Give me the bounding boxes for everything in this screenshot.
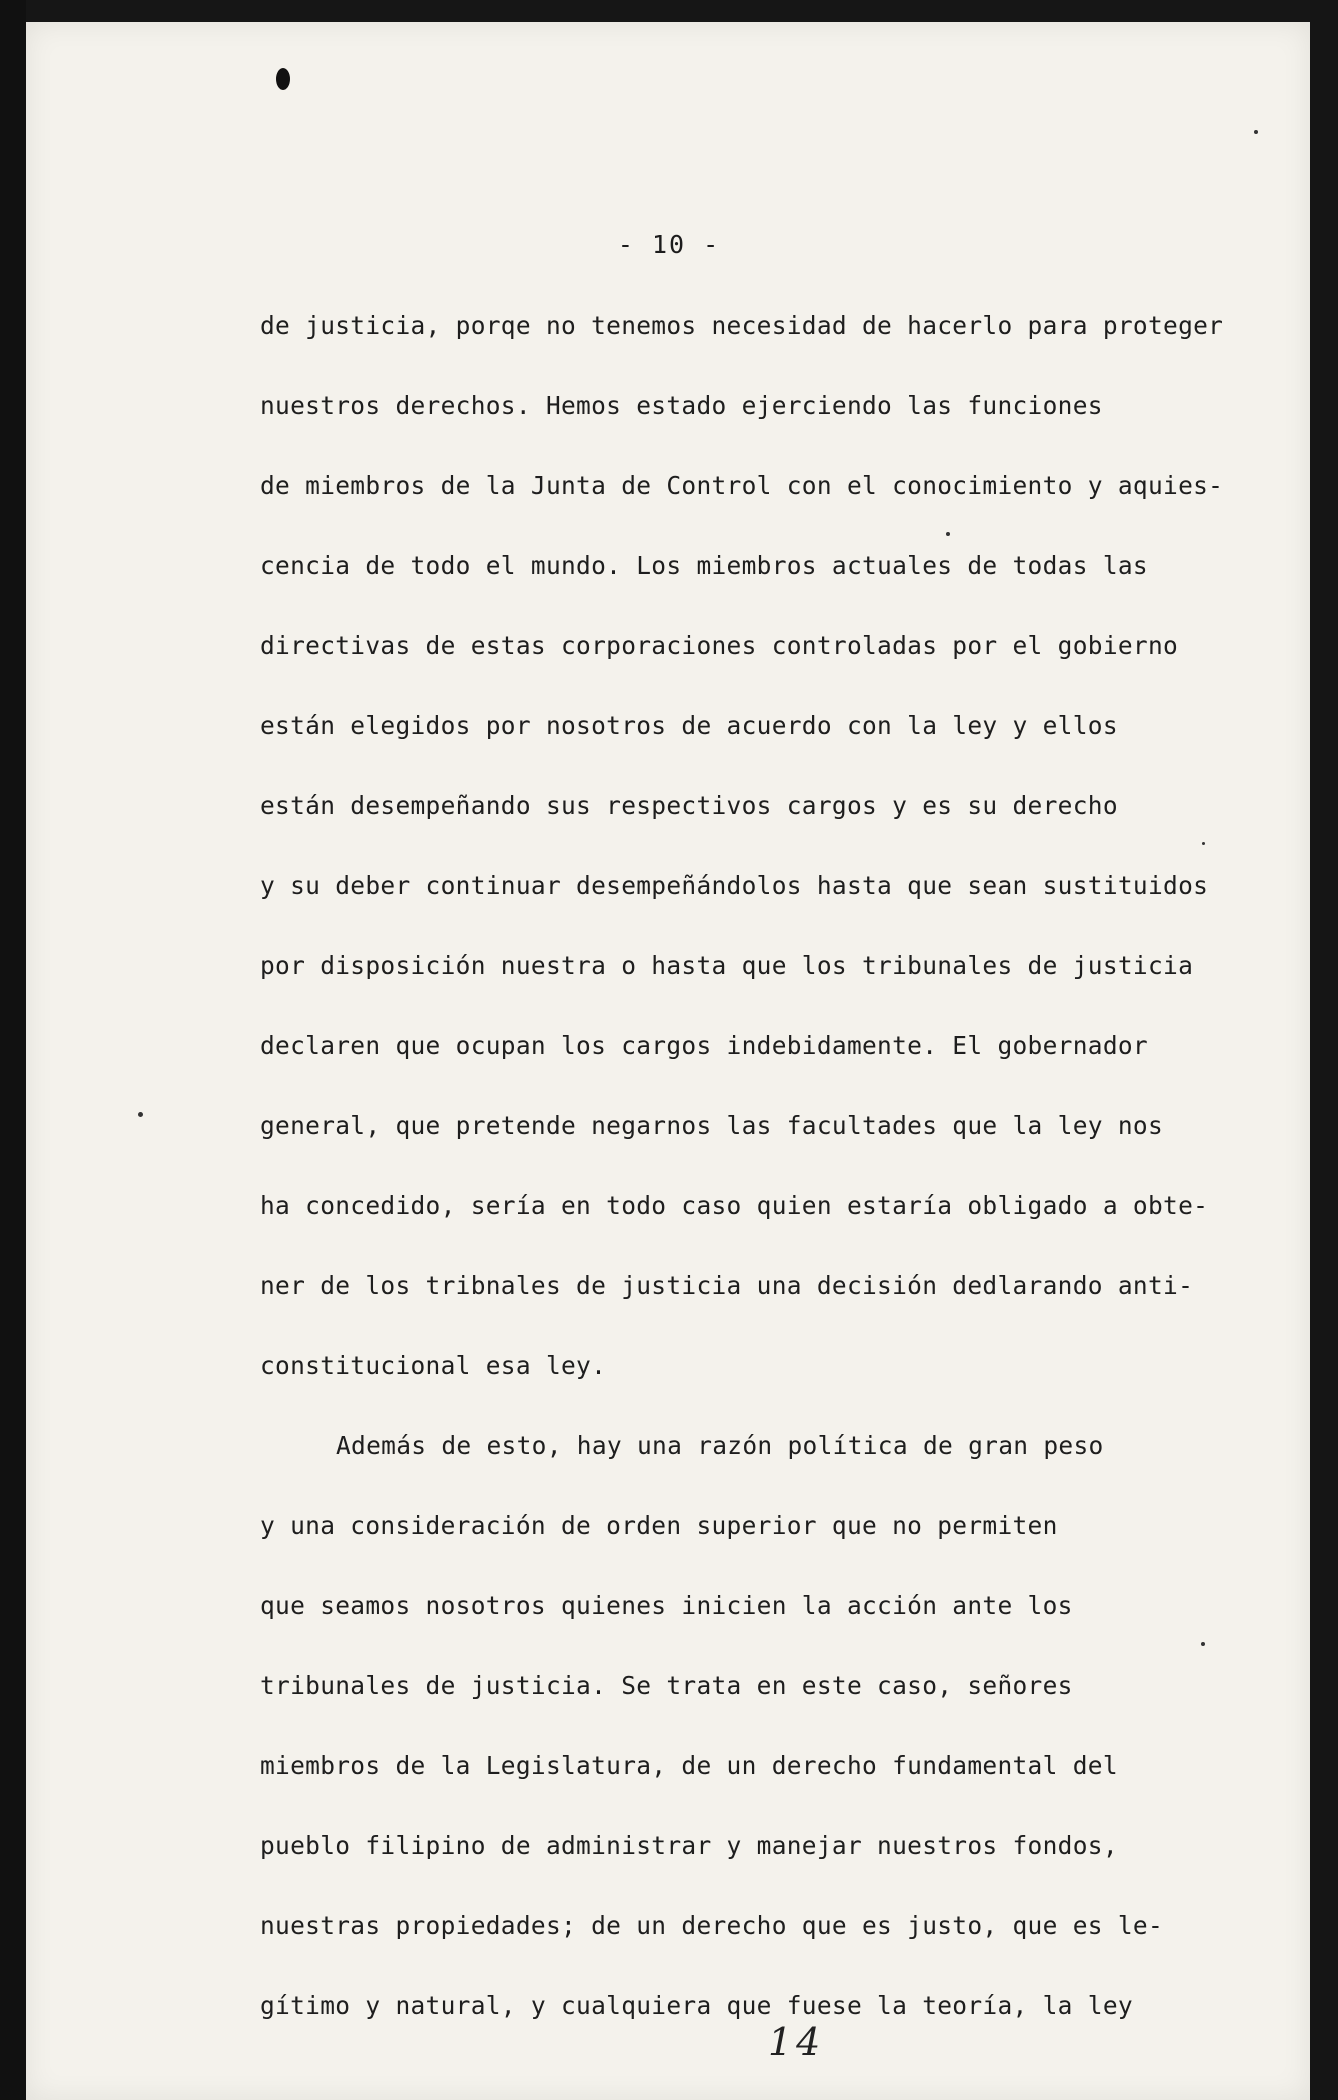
text-line: general, que pretende negarnos las facultades que la ley nos	[260, 1111, 1164, 1140]
text-line: por disposición nuestra o hasta que los tribunales de justicia	[260, 951, 1194, 980]
text-line: que seamos nosotros quienes inicien la acción ante los	[260, 1591, 1073, 1620]
text-line: ha concedido, sería en todo caso quien estaría obligado a obte-	[260, 1191, 1209, 1220]
text-line: nuestros derechos. Hemos estado ejerciendo las funciones	[260, 391, 1103, 420]
text-line: gítimo y natural, y cualquiera que fuese la teoría, la ley	[260, 1991, 1133, 2020]
paragraph-first-line: Además de esto, hay una razón política de gran peso	[336, 1431, 1104, 1460]
text-line: pueblo filipino de administrar y manejar nuestros fondos,	[260, 1831, 1118, 1860]
text-line: de miembros de la Junta de Control con el conocimiento y aquies-	[260, 471, 1224, 500]
text-line: cencia de todo el mundo. Los miembros actuales de todas las	[260, 551, 1148, 580]
text-line: y su deber continuar desempeñándolos hasta que sean sustituidos	[260, 871, 1209, 900]
text-line: nuestras propiedades; de un derecho que es justo, que es le-	[260, 1911, 1164, 1940]
body-text	[260, 300, 1280, 2060]
text-line: miembros de la Legislatura, de un derecho fundamental del	[260, 1751, 1118, 1780]
scan-speck	[1254, 130, 1258, 134]
page-number: - 10 -	[617, 230, 721, 259]
text-line: tribunales de justicia. Se trata en este caso, señores	[260, 1671, 1073, 1700]
text-line: de justicia, porqe no tenemos necesidad de hacerlo para proteger	[260, 311, 1224, 340]
punch-hole	[276, 68, 290, 90]
text-line: directivas de estas corporaciones controladas por el gobierno	[260, 631, 1179, 660]
scan-border-right	[1310, 0, 1338, 2100]
text-line: están elegidos por nosotros de acuerdo con la ley y ellos	[260, 711, 1118, 740]
scan-border-left	[0, 0, 26, 2100]
text-line: ner de los tribnales de justicia una decisión dedlarando anti-	[260, 1271, 1194, 1300]
scan-speck	[138, 1112, 143, 1117]
text-line: y una consideración de orden superior que no permiten	[260, 1511, 1058, 1540]
scan-border-top	[0, 0, 1338, 22]
text-line: están desempeñando sus respectivos cargos y es su derecho	[260, 791, 1118, 820]
handwritten-folio-number: 14	[768, 2020, 825, 2064]
text-line: constitucional esa ley.	[260, 1351, 607, 1380]
text-line: declaren que ocupan los cargos indebidamente. El gobernador	[260, 1031, 1148, 1060]
